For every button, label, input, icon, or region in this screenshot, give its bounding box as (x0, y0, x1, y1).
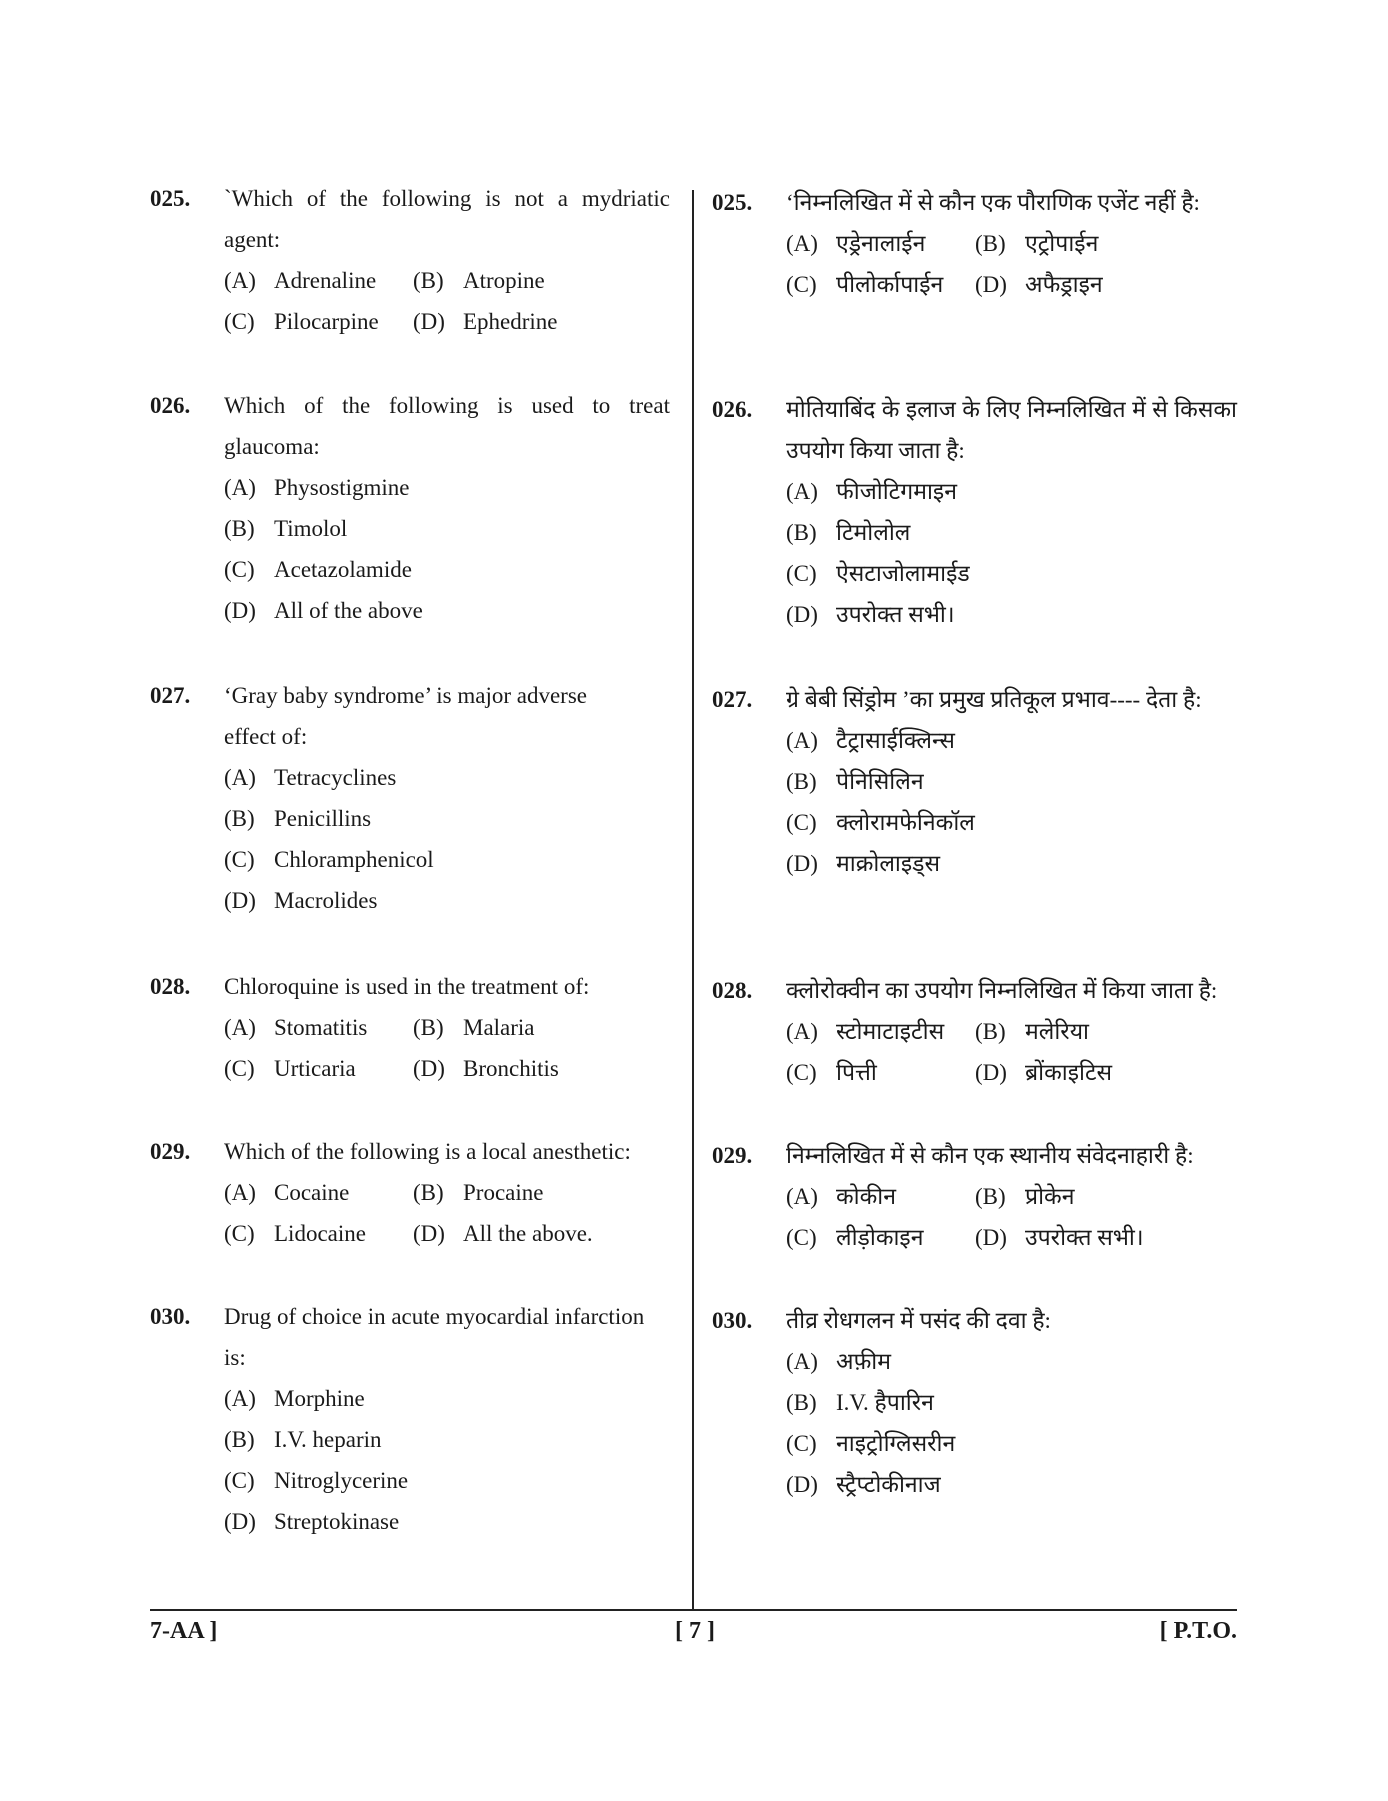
footer-pto: [ P.T.O. (1159, 1618, 1237, 1644)
option-label: (A) (786, 1019, 818, 1044)
option-label: (A) (224, 1015, 256, 1040)
option-label: (C) (786, 1060, 817, 1085)
question-030-en (150, 1296, 670, 1542)
option-a: स्टोमाटाइटीस (836, 1019, 945, 1044)
question-text: ‘निम्नलिखित में से कौन एक पौराणिक एजेंट नहीं है: (786, 190, 1200, 215)
option-d: अफैड्राइन (1025, 272, 1103, 297)
option-d: ब्रोंकाइटिस (1025, 1060, 1113, 1085)
option-a: Physostigmine (274, 475, 410, 500)
option-label: (C) (786, 561, 817, 586)
question-number: 028. (712, 978, 753, 1003)
option-label: (A) (786, 728, 818, 753)
option-c: क्लोरामफेनिकॉल (836, 810, 975, 835)
options (786, 720, 1237, 884)
option-label: (D) (224, 598, 256, 623)
footer-paper-code: 7-AA ] (150, 1618, 218, 1644)
option-label: (C) (224, 557, 255, 582)
question-026-en (150, 385, 670, 631)
option-c: Chloramphenicol (274, 847, 434, 872)
question-text: Drug of choice in acute myocardial infarction is: (224, 1304, 645, 1370)
option-label: (C) (224, 309, 255, 334)
option-label: (B) (975, 1019, 1006, 1044)
option-label: (A) (786, 1184, 818, 1209)
footer-page-number: [ 7 ] (675, 1618, 715, 1644)
option-label: (B) (413, 1015, 444, 1040)
option-c: Lidocaine (274, 1221, 366, 1246)
option-c: Urticaria (274, 1056, 356, 1081)
question-number: 027. (712, 687, 753, 712)
question-number: 030. (150, 1304, 191, 1329)
question-028-en (150, 966, 670, 1089)
options (224, 757, 670, 921)
option-label: (A) (224, 1386, 256, 1411)
question-number: 025. (712, 190, 753, 215)
option-label: (A) (786, 1349, 818, 1374)
option-a: कोकीन (836, 1184, 897, 1209)
option-b: मलेरिया (1025, 1019, 1090, 1044)
option-label: (C) (224, 1221, 255, 1246)
option-b: Timolol (274, 516, 348, 541)
option-label: (C) (224, 847, 255, 872)
question-text: Which of the following is used to treat glaucoma: (224, 393, 670, 459)
question-030-hi (712, 1300, 1237, 1505)
options (224, 260, 670, 342)
option-d: Ephedrine (463, 309, 558, 334)
options (786, 471, 1237, 635)
option-label: (C) (786, 810, 817, 835)
option-a: Cocaine (274, 1180, 350, 1205)
option-label: (C) (224, 1468, 255, 1493)
option-label: (A) (224, 1180, 256, 1205)
option-c: Nitroglycerine (274, 1468, 409, 1493)
question-number: 026. (150, 393, 191, 418)
question-text: Chloroquine is used in the treatment of: (224, 974, 590, 999)
column-divider (692, 190, 694, 1610)
option-c: नाइट्रोग्लिसरीन (836, 1431, 956, 1456)
footer-rule (150, 1609, 1237, 1611)
option-d: Bronchitis (463, 1056, 559, 1081)
question-025-en (150, 178, 670, 342)
option-label: (B) (975, 231, 1006, 256)
question-025-hi (712, 182, 1237, 305)
option-a: Tetracyclines (274, 765, 397, 790)
option-d: माक्रोलाइड्स (836, 851, 941, 876)
options (786, 1011, 1237, 1093)
option-c: ऐसटाजोलामाईड (836, 561, 970, 586)
option-label: (A) (224, 268, 256, 293)
option-label: (C) (786, 1431, 817, 1456)
option-b: Malaria (463, 1015, 535, 1040)
options (224, 1007, 670, 1089)
option-b: Procaine (463, 1180, 544, 1205)
option-a: Stomatitis (274, 1015, 368, 1040)
option-d: All the above. (463, 1221, 593, 1246)
option-label: (D) (786, 602, 818, 627)
option-label: (B) (413, 268, 444, 293)
option-label: (D) (786, 851, 818, 876)
option-label: (A) (786, 479, 818, 504)
option-d: स्ट्रैप्टोकीनाज (836, 1472, 941, 1497)
option-b: एट्रोपाईन (1025, 231, 1099, 256)
option-a: टैट्रासाईक्लिन्स (836, 728, 955, 753)
option-b: प्रोकेन (1025, 1184, 1075, 1209)
option-b: Atropine (463, 268, 545, 293)
option-label: (D) (975, 1225, 1007, 1250)
option-a: एड्रेनालाईन (836, 231, 926, 256)
question-number: 025. (150, 186, 191, 211)
option-label: (B) (224, 806, 255, 831)
options (224, 467, 670, 631)
option-a: अफ़ीम (836, 1349, 892, 1374)
question-029-en (150, 1131, 670, 1254)
option-label: (A) (224, 475, 256, 500)
question-027-hi (712, 679, 1237, 884)
question-number: 029. (712, 1143, 753, 1168)
option-b: टिमोलोल (836, 520, 911, 545)
question-text: मोतियाबिंद के इलाज के लिए निम्नलिखित में से किसका उपयोग किया जाता है: (786, 397, 1237, 463)
question-029-hi (712, 1135, 1237, 1258)
option-label: (A) (786, 231, 818, 256)
question-text: ‘Gray baby syndrome’ is major adverse effect of: (224, 683, 587, 749)
option-d: All of the above (274, 598, 423, 623)
option-label: (C) (786, 272, 817, 297)
option-b: I.V. heparin (274, 1427, 382, 1452)
option-label: (C) (224, 1056, 255, 1081)
options (786, 223, 1237, 305)
option-label: (D) (975, 272, 1007, 297)
option-label: (B) (224, 1427, 255, 1452)
option-a: Adrenaline (274, 268, 377, 293)
option-c: Acetazolamide (274, 557, 412, 582)
question-text: Which of the following is a local anesthetic: (224, 1139, 631, 1164)
option-label: (D) (975, 1060, 1007, 1085)
option-label: (D) (224, 1509, 256, 1534)
option-d: Streptokinase (274, 1509, 400, 1534)
question-text: क्लोरोक्वीन का उपयोग निम्नलिखित में किया जाता है: (786, 978, 1218, 1003)
option-b: पेनिसिलिन (836, 769, 924, 794)
question-number: 026. (712, 397, 753, 422)
option-b: Penicillins (274, 806, 372, 831)
option-label: (D) (224, 888, 256, 913)
option-c: Pilocarpine (274, 309, 379, 334)
option-c: पित्ती (836, 1060, 877, 1085)
option-label: (D) (413, 1056, 445, 1081)
question-027-en (150, 675, 670, 921)
option-label: (D) (413, 1221, 445, 1246)
option-label: (B) (786, 769, 817, 794)
question-number: 029. (150, 1139, 191, 1164)
option-label: (B) (413, 1180, 444, 1205)
question-028-hi (712, 970, 1237, 1093)
option-label: (B) (975, 1184, 1006, 1209)
question-026-hi (712, 389, 1237, 635)
option-label: (A) (224, 765, 256, 790)
option-c: पीलोर्कापाईन (836, 272, 944, 297)
option-label: (D) (786, 1472, 818, 1497)
option-b: I.V. हैपारिन (836, 1390, 934, 1415)
option-d: उपरोक्त सभी। (836, 602, 955, 627)
question-text: `Which of the following is not a mydriatic agent: (224, 186, 670, 252)
option-a: फीजोटिगमाइन (836, 479, 957, 504)
options (786, 1341, 1237, 1505)
question-text: तीव्र रोधगलन में पसंद की दवा है: (786, 1308, 1051, 1333)
question-number: 030. (712, 1308, 753, 1333)
question-number: 028. (150, 974, 191, 999)
option-label: (B) (224, 516, 255, 541)
option-label: (B) (786, 1390, 817, 1415)
options (224, 1172, 670, 1254)
option-label: (B) (786, 520, 817, 545)
option-d: Macrolides (274, 888, 378, 913)
question-text: ग्रे बेबी सिंड्रोम ’का प्रमुख प्रतिकूल प्रभाव---- देता है: (786, 687, 1202, 712)
options (224, 1378, 670, 1542)
option-label: (D) (413, 309, 445, 334)
question-text: निम्नलिखित में से कौन एक स्थानीय संवेदनाहारी है: (786, 1143, 1194, 1168)
option-c: लीड़ोकाइन (836, 1225, 924, 1250)
options (786, 1176, 1237, 1258)
option-label: (C) (786, 1225, 817, 1250)
option-a: Morphine (274, 1386, 365, 1411)
option-d: उपरोक्त सभी। (1025, 1225, 1144, 1250)
question-number: 027. (150, 683, 191, 708)
